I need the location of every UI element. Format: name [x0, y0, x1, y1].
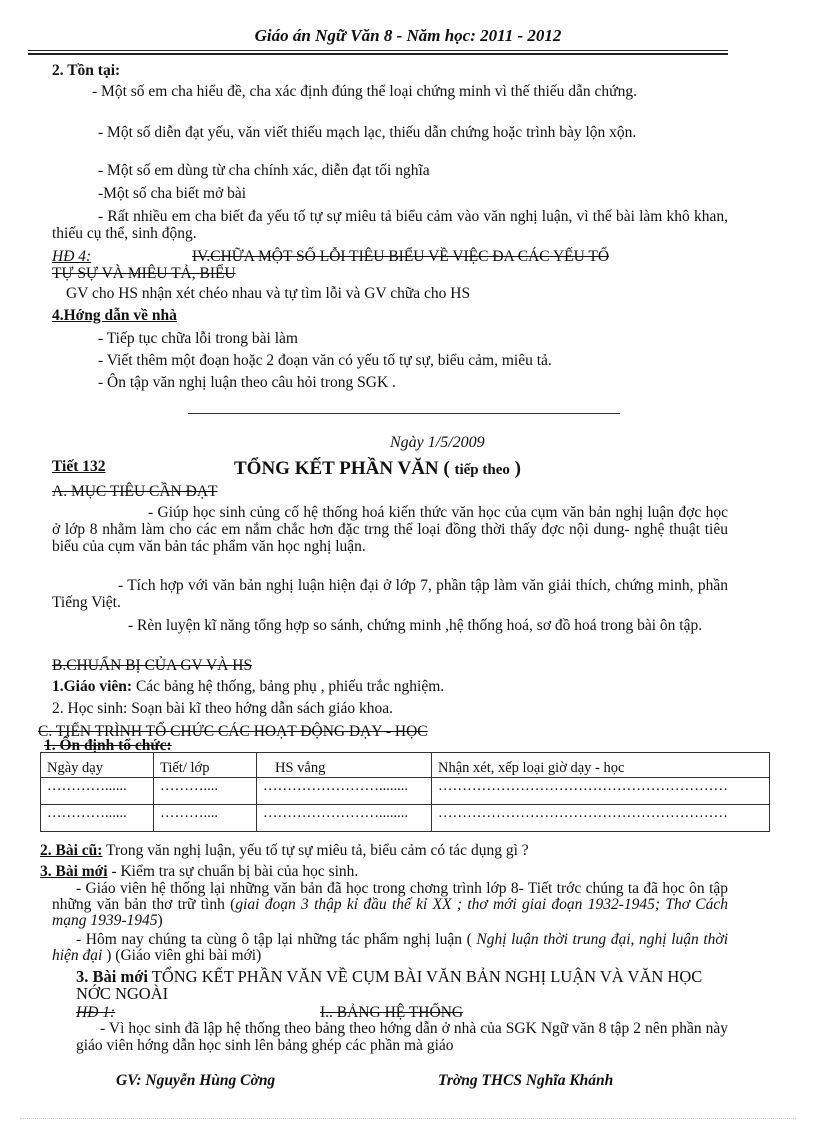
muc-tieu-p2: - Tích hợp với văn bản nghị luận hiện đại ở lớp 7, phần tập làm văn giải thích, chứng minh, phần Tiếng Việt. [52, 577, 728, 611]
table-row [41, 778, 770, 805]
bai-moi-1-p2-close: ) (Giáo viên ghi bài mới) [102, 947, 262, 964]
lesson-title-close: ) [514, 458, 521, 479]
table-row [41, 805, 770, 832]
huong-dan-heading: 4.Hớng dẫn về nhà [52, 307, 177, 324]
huong-dan-item-2: - Viết thêm một đoạn hoặc 2 đoạn văn có yếu tố tự sự, biểu cảm, miêu tả. [98, 352, 552, 369]
table-cell: …………...... [41, 778, 154, 805]
section-heading-ton-tai: 2. Tồn tại: [52, 62, 121, 79]
lesson-title-main: TỔNG KẾT PHẦN VĂN ( [234, 458, 450, 479]
table-header-cell: Tiết/ lớp [154, 753, 257, 778]
lesson-title-extra: tiếp theo [454, 462, 510, 478]
table-cell: ……………………........ [257, 805, 432, 832]
section-separator [188, 413, 620, 414]
ton-tai-item-5: - Rất nhiều em cha biết đa yếu tố tự sự miêu tả biểu cảm vào văn nghị luận, vì thế bài làm khô khan, thiếu cụ thể, sinh động. [52, 208, 728, 242]
hd1-label: HĐ 1: [76, 1004, 116, 1021]
tien-trinh-sub: 1. Ổn định tổ chức: [44, 737, 172, 754]
chuan-bi-heading: B.CHUẨN BỊ CỦA GV VÀ HS [52, 657, 253, 674]
header-rule-thick [28, 53, 728, 55]
bai-cu [40, 842, 529, 860]
bai-cu-text: Trong văn nghị luận, yếu tố tự sự miêu tả, biểu cảm có tác dụng gì ? [102, 842, 529, 859]
bai-moi-1-p2 [52, 932, 728, 964]
huong-dan-item-1: - Tiếp tục chữa lỗi trong bài làm [98, 330, 298, 347]
bai-moi-1-p1 [52, 881, 728, 929]
hd4-text: GV cho HS nhận xét chéo nhau và tự tìm lỗi và GV chữa cho HS [66, 285, 471, 302]
chuan-bi-gv-text: Các bảng hệ thống, bảng phụ , phiếu trắc nghiệm. [132, 678, 445, 695]
muc-tieu-p1: - Giúp học sinh củng cố hệ thống hoá kiến thức văn học của cụm văn bản nghị luận đợc học ở lớp 8 nhằm làm cho các em nắm chắc hơn đặc trng thể loại đồng thời thấy đợc nội dung- nghệ thuật tiêu biểu của cụm văn bản tác phẩm văn học nghị luận. [52, 504, 728, 555]
bai-moi-1-p1-normal: - Giáo viên hệ thống lại những văn bản đã học trong chơng trình lớp 8- Tiết trớc chúng ta đã học ôn tập những văn bản thơ trữ tình ( [52, 880, 728, 913]
muc-tieu-heading: A. MỤC TIÊU CẦN ĐẠT [52, 483, 218, 500]
table-cell: …………………………………………………… [432, 805, 770, 832]
bai-moi-2 [76, 968, 728, 1002]
hd1-title: I.. BẢNG HỆ THỐNG [320, 1004, 464, 1021]
huong-dan-item-3: - Ôn tập văn nghị luận theo câu hỏi trong SGK . [98, 374, 396, 391]
bai-moi-1-label: 3. Bài mới [40, 863, 108, 880]
hd4-title-line2: TỰ SỰ VÀ MIÊU TẢ, BIỂU [52, 265, 236, 282]
footer-teacher: GV: Nguyễn Hùng Cờng [116, 1072, 276, 1089]
table-header-cell: HS vắng [257, 753, 432, 778]
lesson-title [234, 458, 521, 480]
muc-tieu-p3: - Rèn luyện kĩ năng tổng hợp so sánh, chứng minh ,hệ thống hoá, sơ đồ hoá trong bài ôn tập. [128, 617, 703, 634]
chuan-bi-gv-label: 1.Giáo viên: [52, 678, 133, 695]
class-log-table [40, 752, 770, 832]
hd1-text: - Vì học sinh đã lập hệ thống theo bảng theo hớng dẫn ở nhà của SGK Ngữ văn 8 tập 2 nên phần này giáo viên hớng dẫn học sinh lên bảng ghép các phần mà giáo [76, 1020, 728, 1054]
chuan-bi-hs: 2. Học sinh: Soạn bài kĩ theo hớng dẫn sách giáo khoa. [52, 700, 393, 717]
bai-cu-label: 2. Bài cũ: [40, 842, 103, 859]
table-cell: …………...... [41, 805, 154, 832]
page-header-title: Giáo án Ngữ Văn 8 - Năm học: 2011 - 2012 [254, 26, 562, 45]
chuan-bi-gv [52, 678, 444, 696]
hd4-label: HĐ 4: [52, 248, 92, 265]
table-cell: ……………………........ [257, 778, 432, 805]
page-bottom-border [20, 1118, 796, 1119]
footer-school: Trờng THCS Nghĩa Khánh [438, 1072, 614, 1089]
ton-tai-item-2: - Một số diễn đạt yếu, văn viết thiếu mạch lạc, thiếu dẫn chứng hoặc trình bày lộn xộn. [98, 124, 637, 141]
table-cell: …………………………………………………… [432, 778, 770, 805]
bai-moi-2-title: TỔNG KẾT PHẦN VĂN VỀ CỤM BÀI VĂN BẢN NGHỊ LUẬN VÀ VĂN HỌC NỚC NGOÀI [76, 967, 703, 1003]
bai-moi-1-p1-close: ) [157, 912, 163, 929]
hd4-title-line1: IV.CHỮA MỘT SỐ LỖI TIÊU BIỂU VỀ VIỆC ĐA CÁC YẾU TỐ [192, 248, 610, 265]
bai-moi-2-label: 3. Bài mới [76, 967, 148, 986]
table-header-row [41, 753, 770, 778]
bai-moi-1-p2-italic: Nghị luận thời trung đại, nghị luận thời hiện đại [52, 931, 728, 964]
lesson-date: Ngày 1/5/2009 [390, 434, 485, 451]
table-header-cell: Ngày dạy [41, 753, 154, 778]
ton-tai-item-3: - Một số em dùng từ cha chính xác, diễn đạt tối nghĩa [98, 162, 430, 179]
tien-trinh-heading: C. TIẾN TRÌNH TỔ CHỨC CÁC HOẠT ĐỘNG DẠY - HỌC [38, 723, 428, 740]
table-cell: ……….... [154, 778, 257, 805]
header-rule [28, 50, 728, 51]
ton-tai-item-4: -Một số cha biết mở bài [98, 185, 247, 202]
bai-moi-1-p2-normal: - Hôm nay chúng ta cùng ô tập lại những tác phẩm nghị luận ( [76, 931, 472, 948]
bai-moi-1 [40, 863, 358, 881]
ton-tai-item-1: - Một số em cha hiểu đề, cha xác định đúng thể loại chứng minh vì thế thiếu dẫn chứng. [92, 83, 637, 100]
bai-moi-1-p1-italic: giai đoạn 3 thập kỉ đầu thế kỉ XX ; thơ mới giai đoạn 1932-1945; Thơ Cách mạng 1939-1945 [52, 896, 728, 929]
table-header-cell: Nhận xét, xếp loại giờ dạy - học [432, 753, 770, 778]
lesson-period: Tiết 132 [52, 458, 106, 475]
table-cell: ……….... [154, 805, 257, 832]
bai-moi-1-text: - Kiểm tra sự chuẩn bị bài của học sinh. [107, 863, 359, 880]
